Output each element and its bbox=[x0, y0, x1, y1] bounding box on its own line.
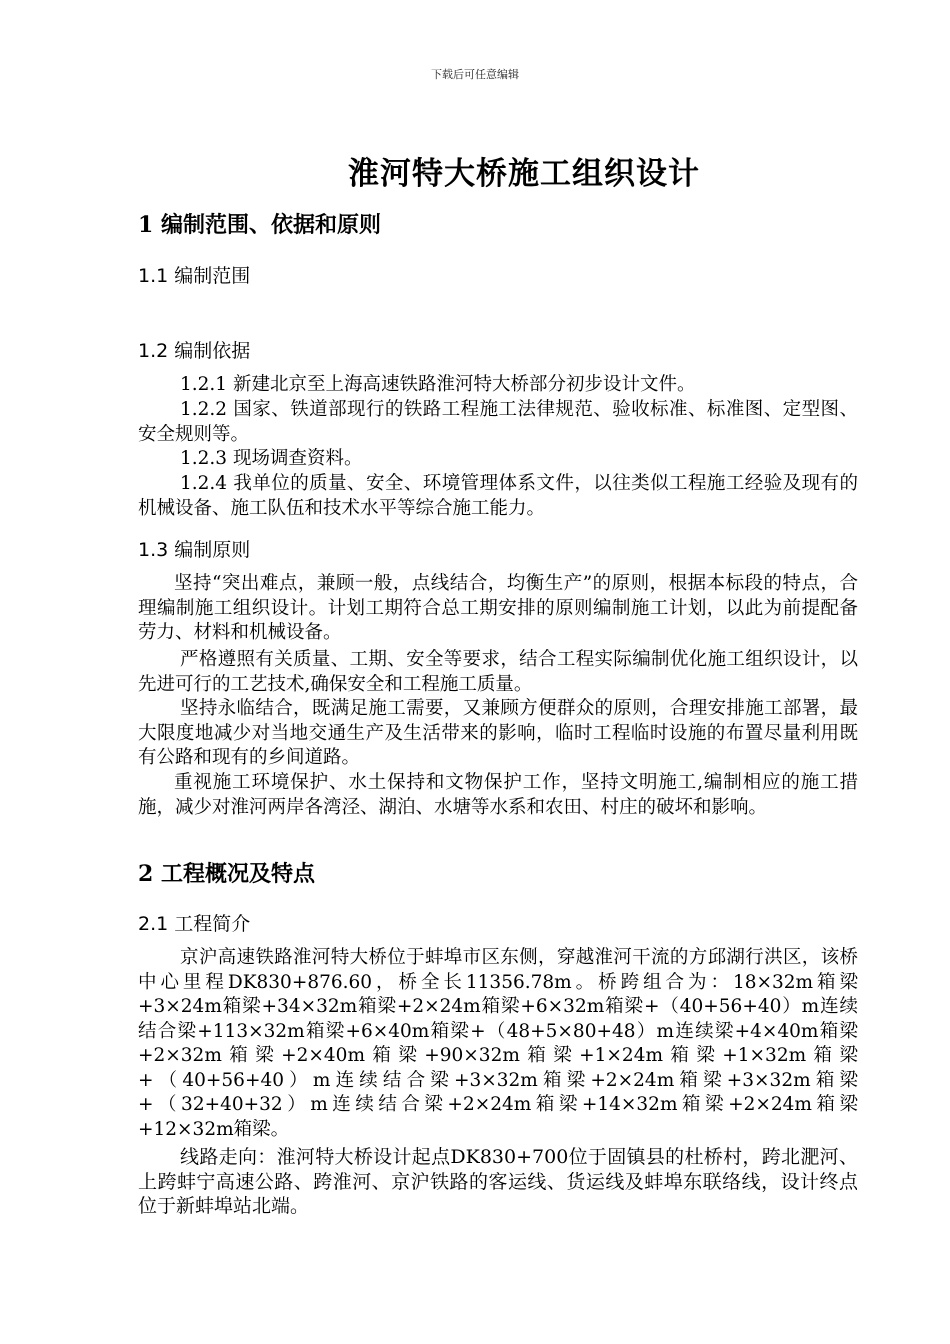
section-2-1-heading: 2.1 工程简介 bbox=[138, 913, 251, 935]
section-1-2-heading: 1.2 编制依据 bbox=[138, 340, 251, 362]
paragraph-1-2-1: 1.2.1 新建北京至上海高速铁路淮河特大桥部分初步设计文件。 bbox=[180, 374, 696, 395]
section-1-3-heading: 1.3 编制原则 bbox=[138, 539, 251, 561]
paragraph-1-3-3: 坚持永临结合，既满足施工需要，又兼顾方便群众的原则，合理安排施工部署，最大限度地减少对当地交通生产及生活带来的影响，临时工程临时设施的布置尽量利用既有公路和现有的乡间道路。 bbox=[138, 698, 858, 768]
paragraph-1-2-2: 1.2.2 国家、铁道部现行的铁路工程施工法律规范、验收标准、标准图、定型图、安全规则等。 bbox=[138, 399, 858, 445]
paragraph-2-1-2: 线路走向：淮河特大桥设计起点DK830+700位于固镇县的杜桥村，跨北淝河、上跨蚌宁高速公路、跨淮河、京沪铁路的客运线、货运线及蚌埠东联络线，设计终点位于新蚌埠站北端。 bbox=[138, 1146, 858, 1217]
document-title: 淮河特大桥施工组织设计 bbox=[348, 156, 700, 192]
page-header: 下载后可任意编辑 bbox=[431, 68, 519, 81]
section-1-heading: 1 编制范围、依据和原则 bbox=[138, 212, 381, 238]
paragraph-1-3-4: 重视施工环境保护、水土保持和文物保护工作，坚持文明施工,编制相应的施工措施，减少对淮河两岸各湾泾、湖泊、水塘等水系和农田、村庄的破坏和影响。 bbox=[138, 772, 858, 818]
paragraph-1-2-4: 1.2.4 我单位的质量、安全、环境管理体系文件，以往类似工程施工经验及现有的机械设备、施工队伍和技术水平等综合施工能力。 bbox=[138, 473, 858, 519]
paragraph-2-1-1: 京沪高速铁路淮河特大桥位于蚌埠市区东侧，穿越淮河干流的方邱湖行洪区，该桥中心里程DK830+876.60，桥全长11356.78m。桥跨组合为：18×32m箱梁+3×24m箱梁+34×32m箱梁+2×24m箱梁+6×32m箱梁+（40+56+40）m连续结合梁+113×32m箱梁+6×40m箱梁+（48+5×80+48）m连续梁+4×40m箱梁+2×32m箱梁+2×40m箱梁+90×32m箱梁+1×24m箱梁+1×32m箱梁+（40+56+40）m连续结合梁+3×32m箱梁+2×24m箱梁+3×32m箱梁+（32+40+32）m连续结合梁+2×24m箱梁+14×32m箱梁+2×24m箱梁+12×32m箱梁。 bbox=[138, 947, 858, 1140]
paragraph-1-3-1: 坚持“突出难点，兼顾一般，点线结合，均衡生产”的原则，根据本标段的特点，合理编制施工组织设计。计划工期符合总工期安排的原则编制施工计划，以此为前提配备劳力、材料和机械设备。 bbox=[138, 573, 858, 643]
section-2-heading: 2 工程概况及特点 bbox=[138, 861, 315, 887]
section-1-1-heading: 1.1 编制范围 bbox=[138, 265, 251, 287]
paragraph-1-2-3: 1.2.3 现场调查资料。 bbox=[180, 448, 363, 469]
paragraph-1-3-2: 严格遵照有关质量、工期、安全等要求，结合工程实际编制优化施工组织设计，以先进可行的工艺技术,确保安全和工程施工质量。 bbox=[138, 649, 858, 695]
